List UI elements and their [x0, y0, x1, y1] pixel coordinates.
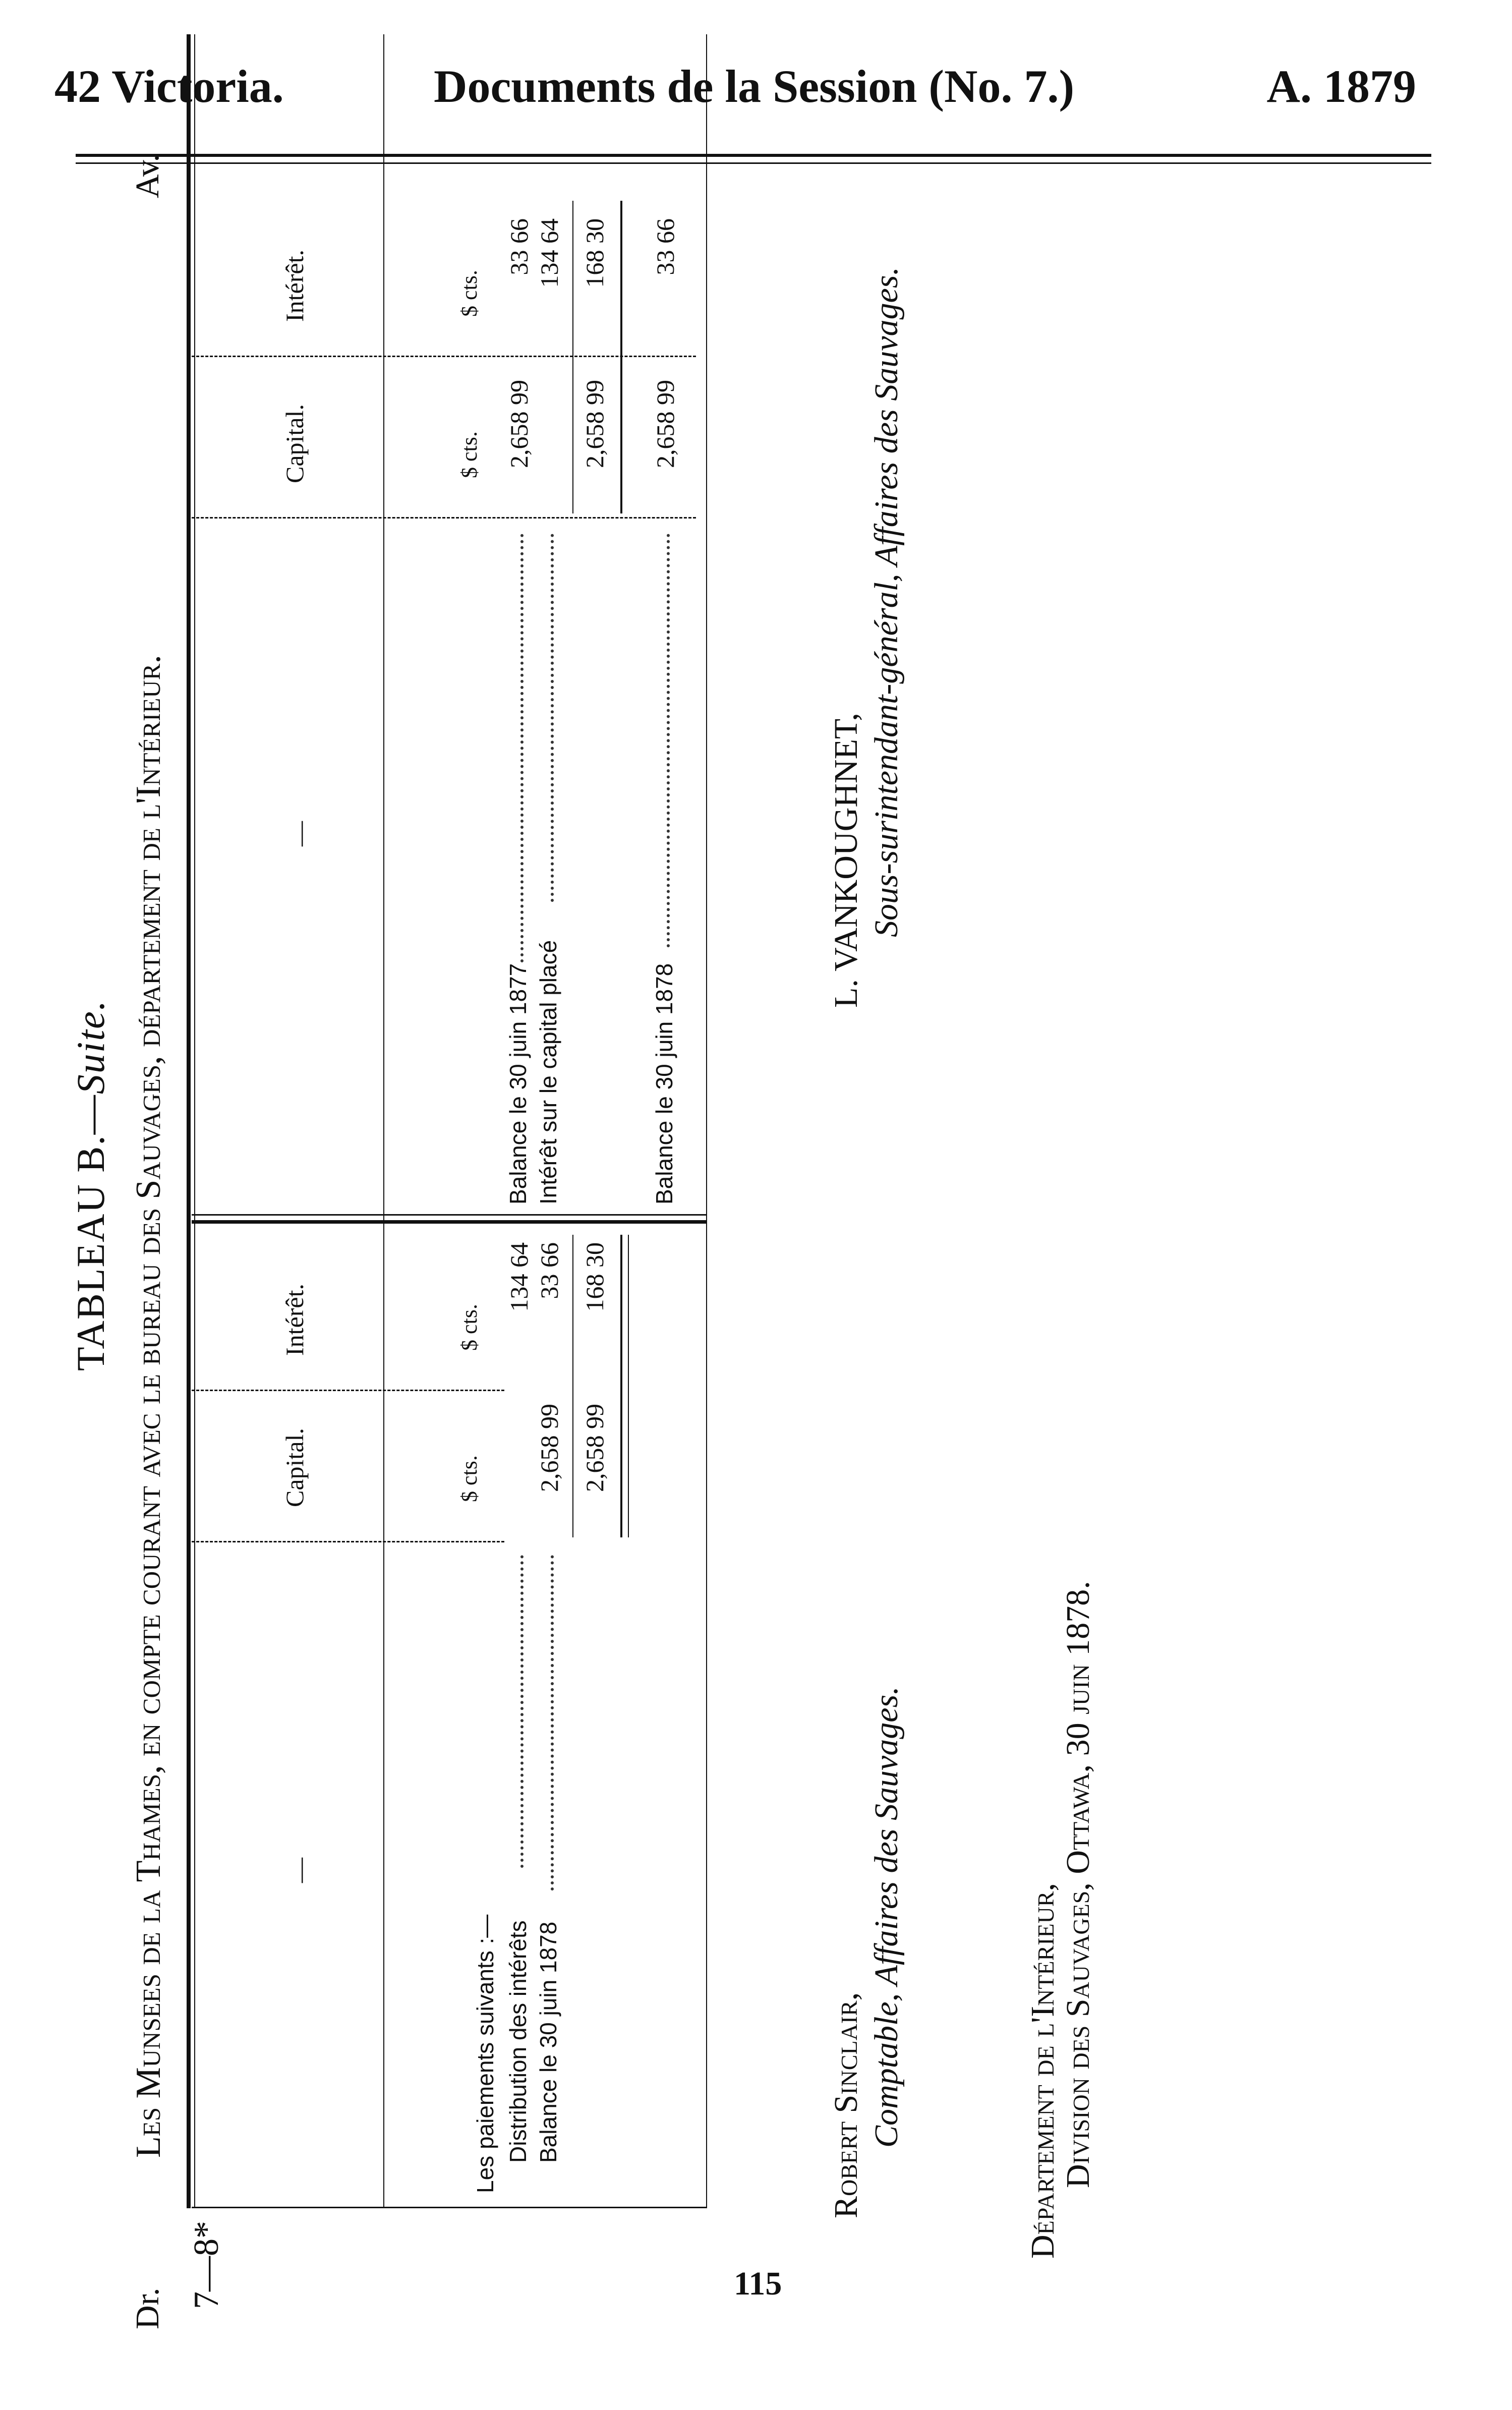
debit-total-double-rule	[628, 1235, 629, 1537]
credit-total-rule	[620, 201, 622, 513]
debit-intro: Les paiements suivants :—	[472, 1914, 498, 2193]
credit-label: Av.	[129, 154, 166, 198]
debit-col-capital: Capital.	[280, 1428, 309, 1507]
department-line-2: Division des Sauvages, Ottawa, 30 juin 1878.	[1060, 1581, 1096, 2188]
credit-balance-label: Balance le 30 juin 1878	[651, 963, 677, 1204]
debit-interet-divider	[192, 1390, 504, 1391]
leader-dots	[551, 1555, 554, 1890]
table-top-border	[194, 34, 195, 2208]
signature-left-name: Robert Sinclair,	[828, 1992, 864, 2218]
leader-dots	[520, 1555, 524, 1868]
debit-capital-divider	[192, 1541, 504, 1542]
credit-capital-divider	[192, 517, 696, 519]
credit-row-label: Balance le 30 juin 1877	[505, 963, 531, 1204]
credit-dash-header: —	[285, 821, 314, 846]
debit-label: Dr.	[129, 2287, 166, 2329]
debit-col-interet: Intérêt.	[280, 1284, 309, 1356]
debit-row-label: Balance le 30 juin 1878	[535, 1921, 561, 2163]
credit-row-capital: 2,658 99	[505, 380, 533, 468]
debit-total-double-rule	[620, 1235, 622, 1537]
credit-unit-capital: $ cts.	[457, 431, 482, 478]
credit-row-label: Intérêt sur le capital placé	[535, 940, 561, 1204]
header-document-title: Documents de la Session (No. 7.)	[434, 61, 1075, 112]
debit-row-label: Distribution des intérêts	[505, 1920, 531, 2163]
credit-balance-capital: 2,658 99	[651, 380, 679, 468]
debit-total-interet: 168 30	[580, 1242, 609, 1312]
debit-total-capital: 2,658 99	[580, 1404, 609, 1492]
credit-total-interet: 168 30	[580, 218, 609, 288]
credit-unit-interet: $ cts.	[457, 270, 482, 317]
credit-total-rule	[572, 201, 573, 513]
table-left-border	[192, 2207, 706, 2208]
credit-row-interet: 134 64	[535, 218, 563, 288]
department-line-1: Département de l'Intérieur,	[1024, 1883, 1061, 2259]
credit-row-interet: 33 66	[505, 218, 533, 275]
leader-dots	[551, 534, 554, 902]
table-title: TABLEAU B.—Suite.	[69, 999, 112, 1371]
header-row-rule	[383, 34, 384, 2208]
debit-dash-header: —	[285, 1858, 314, 1883]
debit-row-interet: 33 66	[535, 1242, 563, 1299]
header-session-year: 42 Victoria.	[54, 61, 284, 112]
table-bottom-border	[706, 34, 707, 2208]
debit-credit-divider	[192, 1214, 706, 1216]
debit-row-interet: 134 64	[505, 1242, 533, 1312]
signature-right-title: Sous-surintendant-général, Affaires des Sauvages.	[868, 266, 905, 937]
header-year: A. 1879	[1266, 61, 1416, 112]
debit-unit-interet: $ cts.	[457, 1304, 482, 1351]
credit-col-interet: Intérêt.	[280, 250, 309, 322]
page-number: 115	[734, 2265, 782, 2302]
debit-unit-capital: $ cts.	[457, 1455, 482, 1502]
table-top-border	[187, 34, 191, 2208]
credit-balance-interet: 33 66	[651, 218, 679, 275]
table-subtitle: Les Munsees de la Thames, en compte courant avec le bureau des Sauvages, département de l'Intérieur.	[129, 655, 168, 2158]
signature-left-title: Comptable, Affaires des Sauvages.	[868, 1686, 905, 2148]
credit-col-capital: Capital.	[280, 404, 309, 483]
signature-mark: 7—8*	[187, 2221, 226, 2309]
signature-right-name: L. VANKOUGHNET,	[828, 713, 864, 1008]
debit-row-capital: 2,658 99	[535, 1404, 563, 1492]
leader-dots	[667, 534, 670, 947]
debit-credit-divider	[192, 1220, 706, 1224]
leader-dots	[520, 534, 524, 962]
debit-total-rule	[572, 1235, 573, 1537]
credit-total-capital: 2,658 99	[580, 380, 609, 468]
